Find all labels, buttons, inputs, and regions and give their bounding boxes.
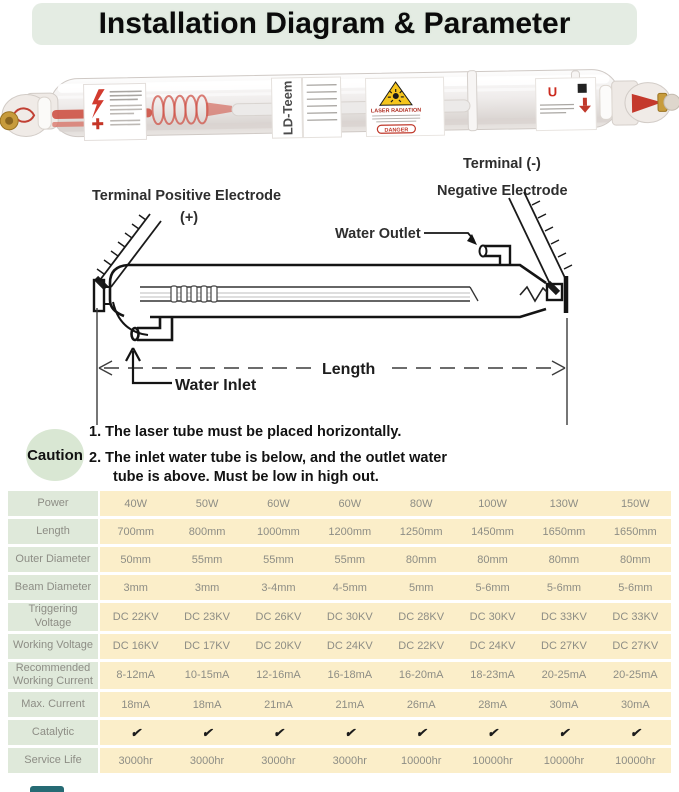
row-value: 30mA xyxy=(600,692,671,717)
row-value: 60W xyxy=(314,491,385,516)
row-value: 100W xyxy=(457,491,528,516)
brand-label xyxy=(271,78,302,139)
checkmark-icon: ✔ xyxy=(171,720,242,745)
row-value: DC 27KV xyxy=(600,634,671,659)
row-value: DC 30KV xyxy=(457,603,528,631)
row-value: 80mm xyxy=(457,547,528,572)
row-value: 1650mm xyxy=(600,519,671,544)
row-value: 55mm xyxy=(171,547,242,572)
row-value: 8-12mA xyxy=(100,662,171,690)
row-value: 3mm xyxy=(171,575,242,600)
row-value: 10000hr xyxy=(457,748,528,773)
water-outlet-leader-arrow xyxy=(424,233,477,245)
row-value: 80mm xyxy=(600,547,671,572)
row-value: 3000hr xyxy=(314,748,385,773)
terminal-label xyxy=(536,78,597,131)
row-value: 50W xyxy=(171,491,242,516)
row-value: 10-15mA xyxy=(171,662,242,690)
table-row xyxy=(8,662,671,690)
row-value: 80mm xyxy=(528,547,599,572)
caution-badge-label: Caution xyxy=(27,446,83,464)
row-value: 1650mm xyxy=(528,519,599,544)
row-label: Catalytic xyxy=(8,720,100,745)
row-value: DC 20KV xyxy=(243,634,314,659)
terminal-negative-label-2: Negative Electrode xyxy=(437,183,568,199)
checkmark-icon: ✔ xyxy=(528,720,599,745)
caution-badge xyxy=(26,429,84,481)
row-value: 26mA xyxy=(386,692,457,717)
row-value: 3mm xyxy=(100,575,171,600)
row-value: 50mm xyxy=(100,547,171,572)
row-value: 10000hr xyxy=(386,748,457,773)
brand-text: LD-Teem xyxy=(279,80,296,136)
positive-electrode-wire xyxy=(96,214,161,288)
checkmark-icon: ✔ xyxy=(600,720,671,745)
row-value: 55mm xyxy=(243,547,314,572)
row-value: DC 26KV xyxy=(243,603,314,631)
length-label: Length xyxy=(322,361,376,378)
terminal-positive-label: Terminal Positive Electrode xyxy=(92,188,282,204)
row-value: 5mm xyxy=(386,575,457,600)
row-value: 28mA xyxy=(457,692,528,717)
row-value: 5-6mm xyxy=(457,575,528,600)
water-outlet-pipe xyxy=(480,246,511,266)
laser-warning-label xyxy=(365,77,444,136)
water-inlet-arrow xyxy=(126,348,172,383)
row-value: 20-25mA xyxy=(600,662,671,690)
row-value: 21mA xyxy=(243,692,314,717)
page-title: Installation Diagram & Parameter xyxy=(32,3,637,45)
water-inlet-pipe xyxy=(132,317,173,340)
row-value: 20-25mA xyxy=(528,662,599,690)
row-value: DC 27KV xyxy=(528,634,599,659)
table-row xyxy=(8,547,671,572)
row-label: Power xyxy=(8,491,100,516)
water-outlet-label: Water Outlet xyxy=(335,226,421,242)
row-value: DC 24KV xyxy=(314,634,385,659)
row-value: 800mm xyxy=(171,519,242,544)
row-label: Length xyxy=(8,519,100,544)
table-row xyxy=(8,491,671,516)
terminal-mark: U xyxy=(547,84,558,100)
table-row xyxy=(8,575,671,600)
row-value: DC 16KV xyxy=(100,634,171,659)
spec-label-right xyxy=(302,77,341,138)
terminal-positive-sign: (+) xyxy=(180,210,199,226)
table-row xyxy=(8,634,671,659)
row-value: 150W xyxy=(600,491,671,516)
terminal-negative-label-1: Terminal (-) xyxy=(463,156,541,172)
row-label: Service Life xyxy=(8,748,100,773)
row-value: 40W xyxy=(100,491,171,516)
table-row xyxy=(8,692,671,717)
row-value: 4-5mm xyxy=(314,575,385,600)
row-value: 18mA xyxy=(171,692,242,717)
tube-outline xyxy=(94,265,566,335)
row-value: 18-23mA xyxy=(457,662,528,690)
installation-diagram xyxy=(0,150,679,428)
row-value: 60W xyxy=(243,491,314,516)
row-value: DC 23KV xyxy=(171,603,242,631)
row-value: 700mm xyxy=(100,519,171,544)
row-value: DC 22KV xyxy=(386,634,457,659)
laser-tube-photo xyxy=(0,60,679,152)
row-value: 1450mm xyxy=(457,519,528,544)
row-label: Recommended Working Current xyxy=(8,662,100,690)
row-value: DC 22KV xyxy=(100,603,171,631)
row-value: DC 33KV xyxy=(528,603,599,631)
inner-capillary-lines xyxy=(140,286,547,302)
row-value: 10000hr xyxy=(528,748,599,773)
installation-diagram-svg xyxy=(0,150,679,428)
row-value: 1000mm xyxy=(243,519,314,544)
row-value: 5-6mm xyxy=(528,575,599,600)
row-label: Working Voltage xyxy=(8,634,100,659)
next-section-fragment xyxy=(30,786,64,792)
row-value: 18mA xyxy=(100,692,171,717)
row-label: Beam Diameter xyxy=(8,575,100,600)
row-label: Outer Diameter xyxy=(8,547,100,572)
table-row xyxy=(8,748,671,773)
row-value: 3000hr xyxy=(243,748,314,773)
caution-note-2a: 2. The inlet water tube is below, and the outlet water xyxy=(89,450,447,466)
parameter-table-wrap xyxy=(8,488,671,776)
black-square-icon xyxy=(578,84,587,93)
row-value: DC 17KV xyxy=(171,634,242,659)
checkmark-icon: ✔ xyxy=(243,720,314,745)
caution-note-1: 1. The laser tube must be placed horizontally. xyxy=(89,424,402,440)
table-row xyxy=(8,720,671,745)
row-value: 16-18mA xyxy=(314,662,385,690)
row-value: 12-16mA xyxy=(243,662,314,690)
row-value: 1200mm xyxy=(314,519,385,544)
row-value: 5-6mm xyxy=(600,575,671,600)
row-value: 1250mm xyxy=(386,519,457,544)
row-label: Max. Current xyxy=(8,692,100,717)
checkmark-icon: ✔ xyxy=(314,720,385,745)
table-row xyxy=(8,603,671,631)
table-row xyxy=(8,519,671,544)
row-value: 3-4mm xyxy=(243,575,314,600)
row-value: DC 30KV xyxy=(314,603,385,631)
row-label: Triggering Voltage xyxy=(8,603,100,631)
row-value: DC 24KV xyxy=(457,634,528,659)
row-value: DC 28KV xyxy=(386,603,457,631)
row-value: 30mA xyxy=(528,692,599,717)
checkmark-icon: ✔ xyxy=(100,720,171,745)
row-value: 3000hr xyxy=(100,748,171,773)
laser-warning-title: LASER RADIATION xyxy=(370,107,422,115)
row-value: 130W xyxy=(528,491,599,516)
row-value: 21mA xyxy=(314,692,385,717)
checkmark-icon: ✔ xyxy=(457,720,528,745)
row-value: 3000hr xyxy=(171,748,242,773)
laser-tube-photo-svg xyxy=(0,60,679,152)
checkmark-icon: ✔ xyxy=(386,720,457,745)
row-value: 16-20mA xyxy=(386,662,457,690)
spec-label-left xyxy=(84,83,147,140)
row-value: DC 33KV xyxy=(600,603,671,631)
row-value: 80mm xyxy=(386,547,457,572)
parameter-table xyxy=(8,488,671,776)
row-value: 80W xyxy=(386,491,457,516)
row-value: 55mm xyxy=(314,547,385,572)
row-value: 10000hr xyxy=(600,748,671,773)
caution-note-2b: tube is above. Must be low in high out. xyxy=(113,469,379,485)
danger-text: DANGER xyxy=(384,127,409,134)
water-inlet-label: Water Inlet xyxy=(175,377,257,394)
